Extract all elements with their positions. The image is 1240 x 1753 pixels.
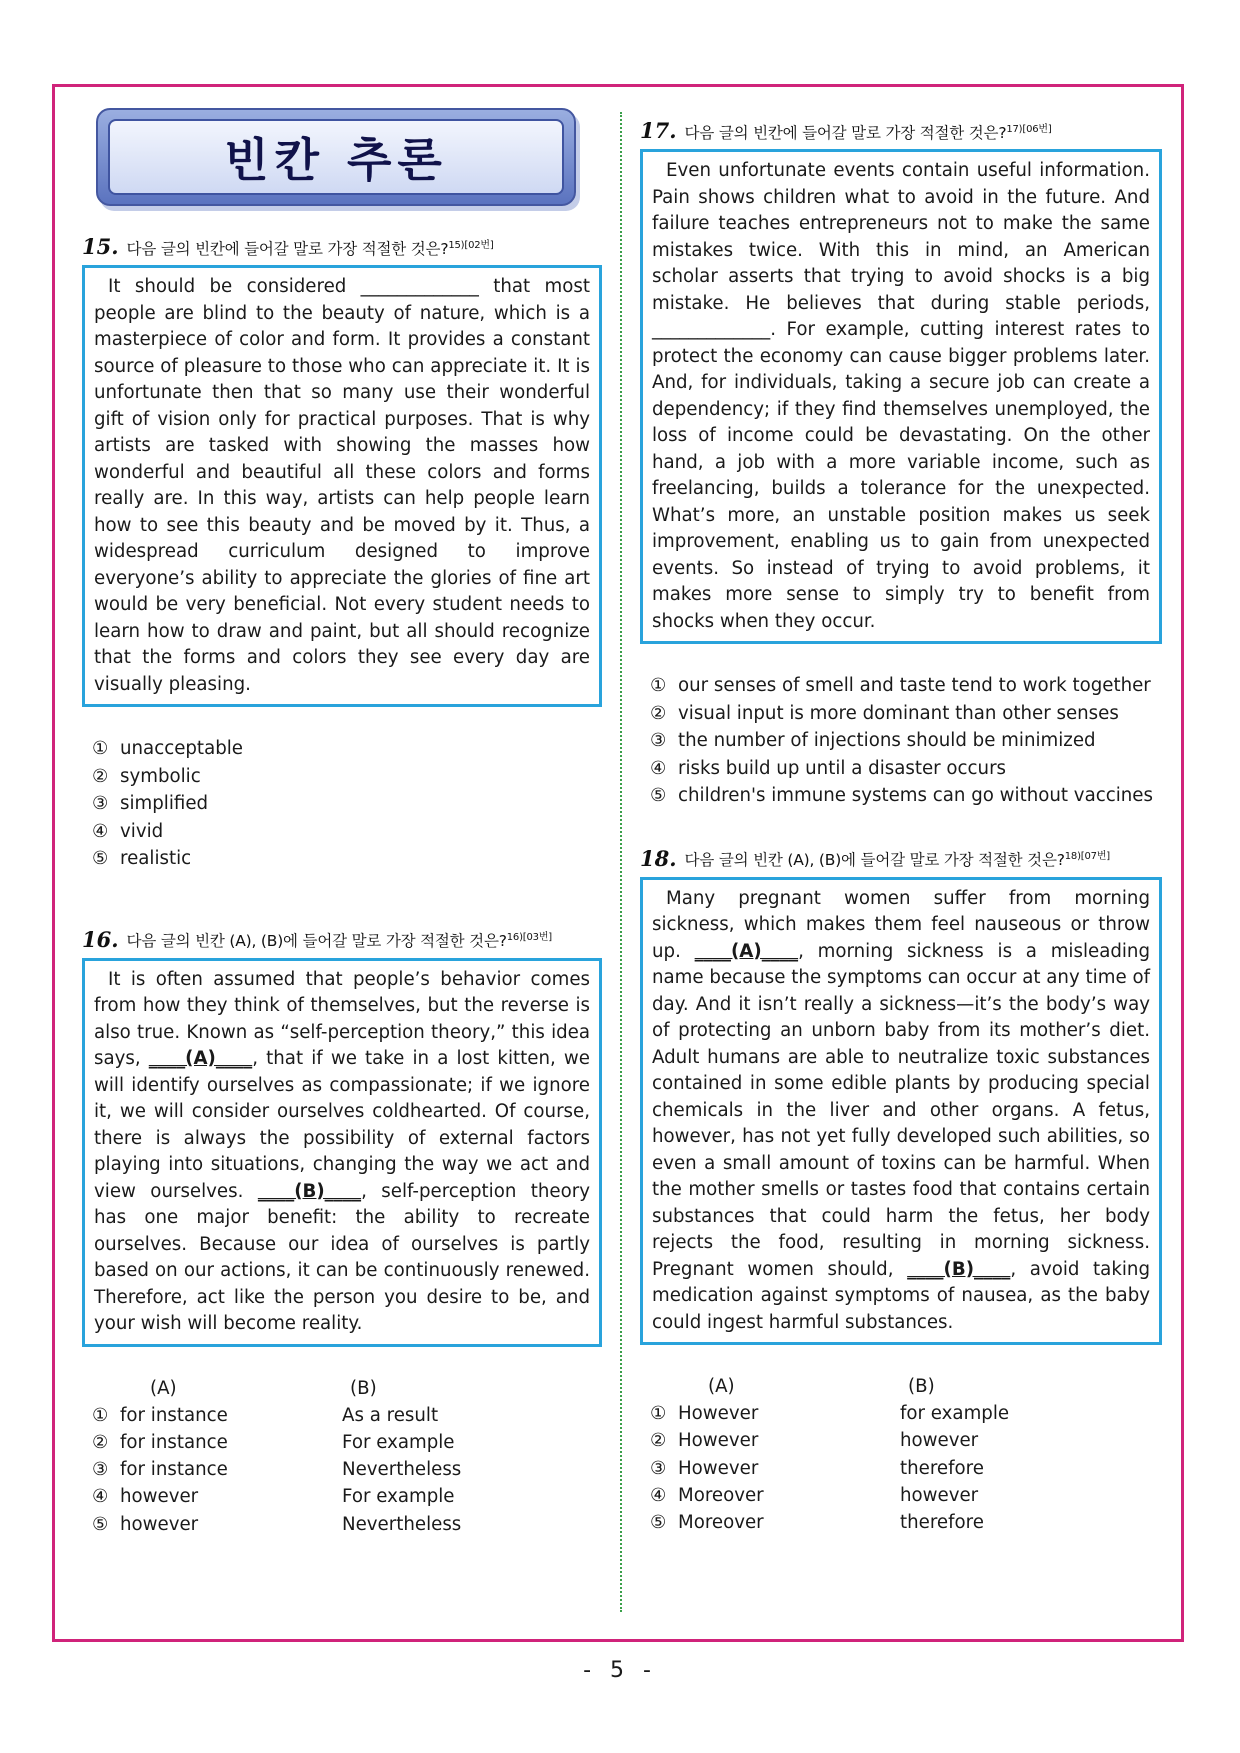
- question-number: 15.: [82, 234, 119, 259]
- question-ref: 15)[02번]: [448, 239, 494, 251]
- question-number: 18.: [640, 845, 677, 871]
- question-ref: 16)[03번]: [506, 932, 552, 944]
- blank-a: ____(A)____: [148, 1048, 253, 1069]
- question-15: [82, 234, 602, 873]
- question-number: 16.: [82, 926, 119, 952]
- question-ref: 18)[07번]: [1064, 851, 1110, 863]
- answer-options: [82, 735, 602, 873]
- question-prompt: 다음 글의 빈칸에 들어갈 말로 가장 적절한 것은?: [126, 240, 449, 258]
- option-4[interactable]: ④ Moreover however: [650, 1484, 979, 1506]
- left-column: [82, 108, 602, 1538]
- option-3[interactable]: ③ simplified: [92, 793, 209, 814]
- option-4[interactable]: ④ however For example: [92, 1486, 455, 1508]
- question-ref: 17)[06번]: [1006, 123, 1052, 135]
- option-1[interactable]: ① for instance As a result: [92, 1404, 439, 1426]
- question-17: [640, 118, 1162, 810]
- option-1[interactable]: ① However for example: [650, 1403, 1010, 1424]
- option-5[interactable]: ⑤ however Nevertheless: [92, 1513, 462, 1535]
- column-divider: [620, 112, 622, 1612]
- option-5[interactable]: ⑤ children's immune systems can go without vaccines: [650, 785, 1153, 806]
- option-1[interactable]: ① our senses of smell and taste tend to work together: [650, 675, 1151, 696]
- question-18: [640, 846, 1162, 1537]
- option-1[interactable]: ① unacceptable: [92, 738, 243, 759]
- question-prompt: 다음 글의 빈칸에 들어갈 말로 가장 적절한 것은?: [684, 124, 1007, 142]
- question-prompt: 다음 글의 빈칸 (A), (B)에 들어갈 말로 가장 적절한 것은?: [684, 851, 1065, 870]
- passage-box: It should be considered _____________ that most people are blind to the beauty of nature, which is a masterpiece of color and form. It provides a constant source of pleasure to those who can appreciate it. It is unfortunate then that so many use their wonderful gift of vision only for practical purposes. That is why artists are tasked with showing the masses how wonderful and beautiful all these colors and forms really are. In this way, artists can help people learn how to see this beauty and be moved by it. Thus, a widespread curriculum designed to improve everyone’s ability to appreciate the glories of fine art would be very beneficial. Not every student needs to learn how to draw and paint, but all should recognize that the forms and colors they see every day are visually pleasing.: [82, 265, 602, 707]
- option-3[interactable]: ③ However therefore: [650, 1457, 984, 1479]
- passage-box: It is often assumed that people’s behavior comes from how they think of themselves, but the reverse is also true. Known as “self-perception theory,” this idea says, ____(A)____, that if we take in a lost kitten, we will identify ourselves as compassionate; if we ignore it, we will consider ourselves coldhearted. Of course, there is always the possibility of external factors playing into situations, changing the way we act and view ourselves. ____(B)____, self-perception theory has one major benefit: the ability to recreate ourselves. Because our idea of ourselves is partly based on our actions, it can be continuously renewed. Therefore, act like the person you desire to be, and your wish will become reality.: [82, 958, 602, 1347]
- section-title-banner: [96, 108, 576, 206]
- passage-box: Many pregnant women suffer from morning sickness, which makes them feel nauseous or throw up. ____(A)____, morning sickness is a misleading name because the symptoms can occur at any time of day. And it isn’t really a sickness—it’s the body’s way of protecting an unborn baby from its mother’s diet. Adult humans are able to neutralize toxic substances contained in some edible plants by producing special chemicals in the liver and other organs. A fetus, however, has not yet fully developed such abilities, so even a small amount of toxins can be harmful. When the mother smells or tastes food that contains certain substances that could harm the fetus, her body rejects the food, resulting in morning sickness. Pregnant women should, ____(B)____, avoid taking medication against symptoms of nausea, as the baby could ingest harmful substances.: [640, 877, 1162, 1346]
- question-prompt: 다음 글의 빈칸 (A), (B)에 들어갈 말로 가장 적절한 것은?: [126, 932, 507, 951]
- passage-box: Even unfortunate events contain useful information. Pain shows children what to avoid in the future. And failure teaches entrepreneurs not to make the same mistakes twice. With this in mind, an American scholar asserts that trying to avoid shocks is a big mistake. He believes that during stable periods, _____________. For example, cutting interest rates to protect the economy can cause bigger problems later. And, for individuals, taking a secure job can create a dependency; if they find themselves unemployed, the loss of income could be devastating. On the other hand, a job with a more variable income, such as freelancing, builds a tolerance for the unexpected. What’s more, an unstable position makes us seek improvement, enabling us to gain from unexpected events. So instead of trying to avoid problems, it makes more sense to simply try to benefit from shocks when they occur.: [640, 149, 1162, 644]
- answer-options: [640, 672, 1162, 810]
- section-title: 빈칸 추론: [224, 133, 448, 187]
- option-3[interactable]: ③ the number of injections should be minimized: [650, 730, 1096, 751]
- option-3[interactable]: ③ for instance Nevertheless: [92, 1459, 462, 1481]
- question-16: [82, 927, 602, 1538]
- option-2[interactable]: ② for instance For example: [92, 1431, 455, 1453]
- right-column: [640, 118, 1162, 1536]
- option-4[interactable]: ④ risks build up until a disaster occurs: [650, 757, 1007, 779]
- page-number: - 5 -: [583, 1658, 657, 1683]
- option-5[interactable]: ⑤ realistic: [92, 848, 192, 869]
- option-4[interactable]: ④ vivid: [92, 820, 164, 842]
- option-5[interactable]: ⑤ Moreover therefore: [650, 1512, 984, 1534]
- blank-b: ____(B)____: [257, 1180, 362, 1202]
- options-header: (A) (B): [708, 1376, 935, 1397]
- blank-b: ____(B)____: [907, 1258, 1011, 1280]
- option-2[interactable]: ② symbolic: [92, 765, 201, 787]
- blank-a: ____(A)____: [694, 940, 799, 962]
- options-header: (A) (B): [150, 1377, 377, 1399]
- option-2[interactable]: ② However however: [650, 1430, 979, 1452]
- option-2[interactable]: ② visual input is more dominant than other senses: [650, 702, 1119, 724]
- question-number: 17.: [640, 118, 677, 143]
